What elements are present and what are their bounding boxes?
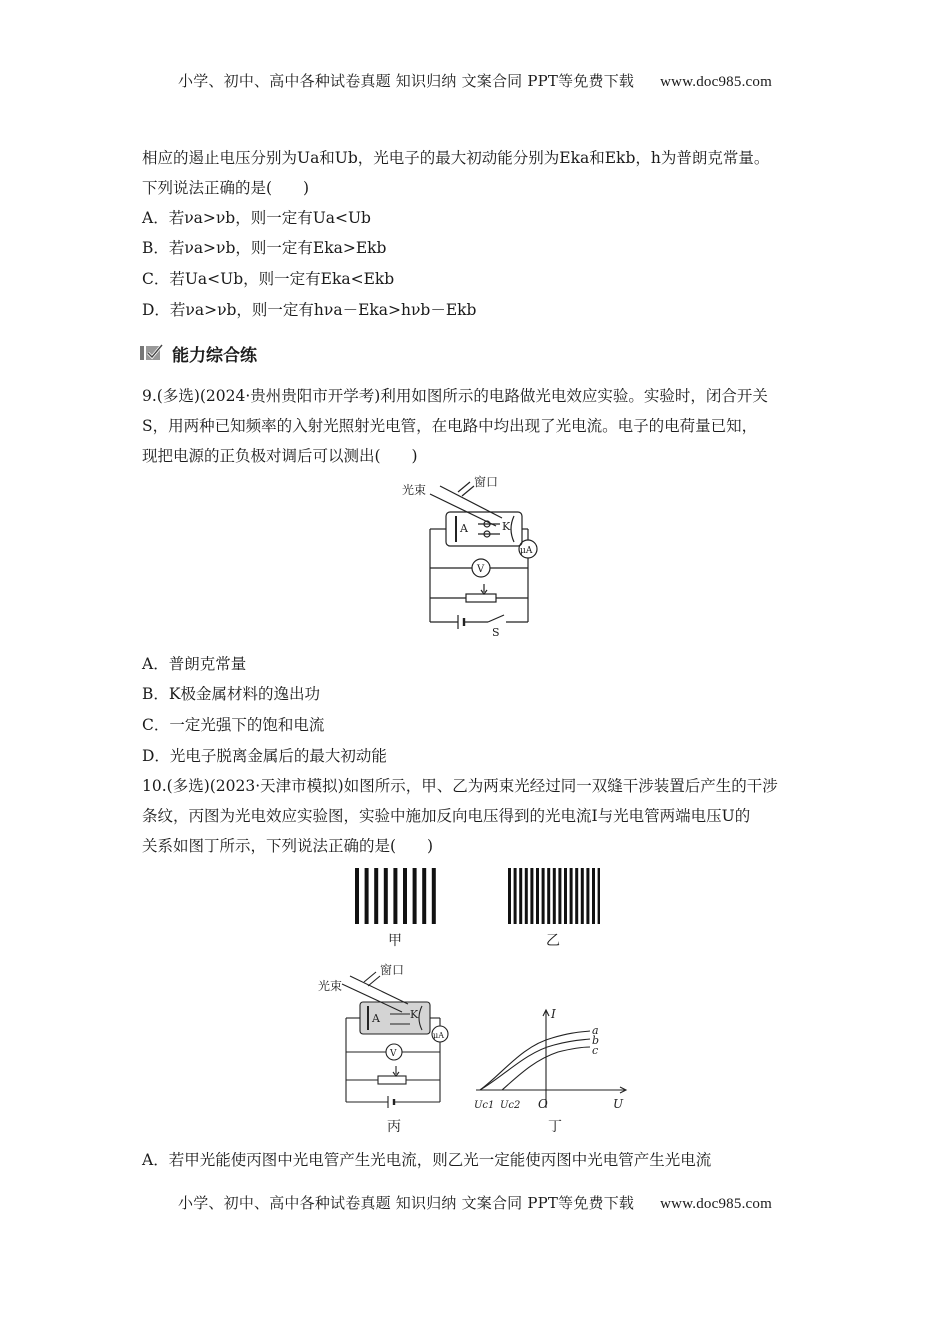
q10-label-light: 光束 [318,979,343,993]
q9-label-light: 光束 [402,483,427,497]
curve-a [480,1031,590,1090]
q9-option-a: A．普朗克常量 [142,655,247,673]
fringe-bar [598,868,600,924]
q8-option-d: D．若νa>νb，则一定有hνa－Eka>hνb－Ekb [142,301,477,319]
fringe-bar [384,868,388,924]
q9-line1: 9.(多选)(2024·贵州贵阳市开学考)利用如图所示的电路做光电效应实验。实验时，闭合开关 [142,387,768,405]
fringe-bar [374,868,378,924]
graph-x-label: U [613,1097,624,1111]
q8-option-c: C．若Ua<Ub，则一定有Eka<Ekb [142,270,395,288]
fringe-bar [542,868,545,924]
fringe-bar [586,868,589,924]
q9-label-ammeter: μA [520,546,533,556]
q9-line2: S，用两种已知频率的入射光照射光电管，在电路中均出现了光电流。电子的电荷量已知， [142,417,758,435]
page-header [0,70,950,91]
q9-option-b: B．K极金属材料的逸出功 [142,685,320,703]
fringe-bar [564,868,567,924]
header-site: www.doc985.com [660,74,772,90]
fringe-bar [525,868,528,924]
fringe-bar [519,868,522,924]
fringe-bar [355,868,359,924]
fringe-bar [393,868,397,924]
footer-text: 小学、初中、高中各种试卷真题 知识归纳 文案合同 PPT等免费下载 [178,1194,635,1212]
fringe-pattern-yi [508,868,600,924]
q10-label-ammeter: μA [433,1031,444,1040]
q9-label-cathode: K [502,520,511,533]
label-ding: 丁 [548,1119,562,1135]
label-bing: 丙 [387,1119,401,1135]
q8-option-b: B．若νa>νb，则一定有Eka>Ekb [142,239,387,257]
fringe-bar [553,868,556,924]
q9-label-window: 窗口 [474,475,499,489]
q10-option-a: A．若甲光能使丙图中光电管产生光电流，则乙光一定能使丙图中光电管产生光电流 [142,1151,712,1169]
footer-site: www.doc985.com [660,1196,772,1212]
q10-graph-ding [472,1004,632,1114]
q10-circuit-bing [318,962,458,1114]
q8-stem-line2: 下列说法正确的是( ) [142,179,310,197]
fringe-bar [432,868,436,924]
q9-circuit-figure [400,472,560,640]
page-footer [0,1192,950,1213]
q9-label-anode: A [460,522,468,535]
fringe-bar [570,868,573,924]
q10-label-window: 窗口 [380,963,405,977]
uc2-label: Uc2 [500,1100,521,1111]
fringe-bar [558,868,561,924]
uc1-label: Uc1 [474,1100,495,1111]
fringe-bar [413,868,417,924]
graph-y-label: I [551,1007,556,1021]
fringe-bar [581,868,584,924]
q8-stem-line1: 相应的遏止电压分别为Ua和Ub，光电子的最大初动能分别为Eka和Ekb，h为普朗克常量。 [142,149,770,167]
q10-line1: 10.(多选)(2023·天津市模拟)如图所示，甲、乙为两束光经过同一双缝干涉装置后产生的干涉 [142,777,778,795]
fringe-bar [592,868,595,924]
q9-option-d: D．光电子脱离金属后的最大初动能 [142,747,387,765]
fringe-bar [508,868,511,924]
label-yi: 乙 [546,933,560,949]
label-jia: 甲 [388,933,402,949]
fringe-bar [403,868,407,924]
q10-label-cathode: K [410,1008,419,1021]
section-heading [140,338,257,368]
curve-b [480,1039,590,1090]
fringe-bar [514,868,517,924]
q9-label-switch: S [492,626,500,639]
q8-option-a: A．若νa>νb，则一定有Ua<Ub [142,209,371,227]
fringe-bar [530,868,533,924]
fringe-bar [536,868,539,924]
header-text: 小学、初中、高中各种试卷真题 知识归纳 文案合同 PPT等免费下载 [178,72,635,90]
section-title: 能力综合练 [172,345,257,366]
fringe-bar [422,868,426,924]
fringe-pattern-jia [355,868,437,924]
curve-label-a: a [592,1024,599,1037]
fringe-bar [547,868,550,924]
curve-label-b: b [592,1034,600,1047]
fringe-bar [575,868,578,924]
q10-line2: 条纹，丙图为光电效应实验图，实验中施加反向电压得到的光电流I与光电管两端电压U的 [142,807,751,825]
graph-origin-label: O [538,1097,548,1111]
q9-label-voltmeter: V [477,564,485,575]
curve-label-c: c [592,1044,599,1057]
q9-option-c: C．一定光强下的饱和电流 [142,716,325,734]
q9-line3: 现把电源的正负极对调后可以测出( ) [142,447,418,465]
checklist-icon [140,343,164,363]
q10-line3: 关系如图丁所示，下列说法正确的是( ) [142,837,434,855]
q10-label-voltmeter: V [390,1049,397,1059]
fringe-bar [365,868,369,924]
q10-label-anode: A [372,1012,380,1025]
